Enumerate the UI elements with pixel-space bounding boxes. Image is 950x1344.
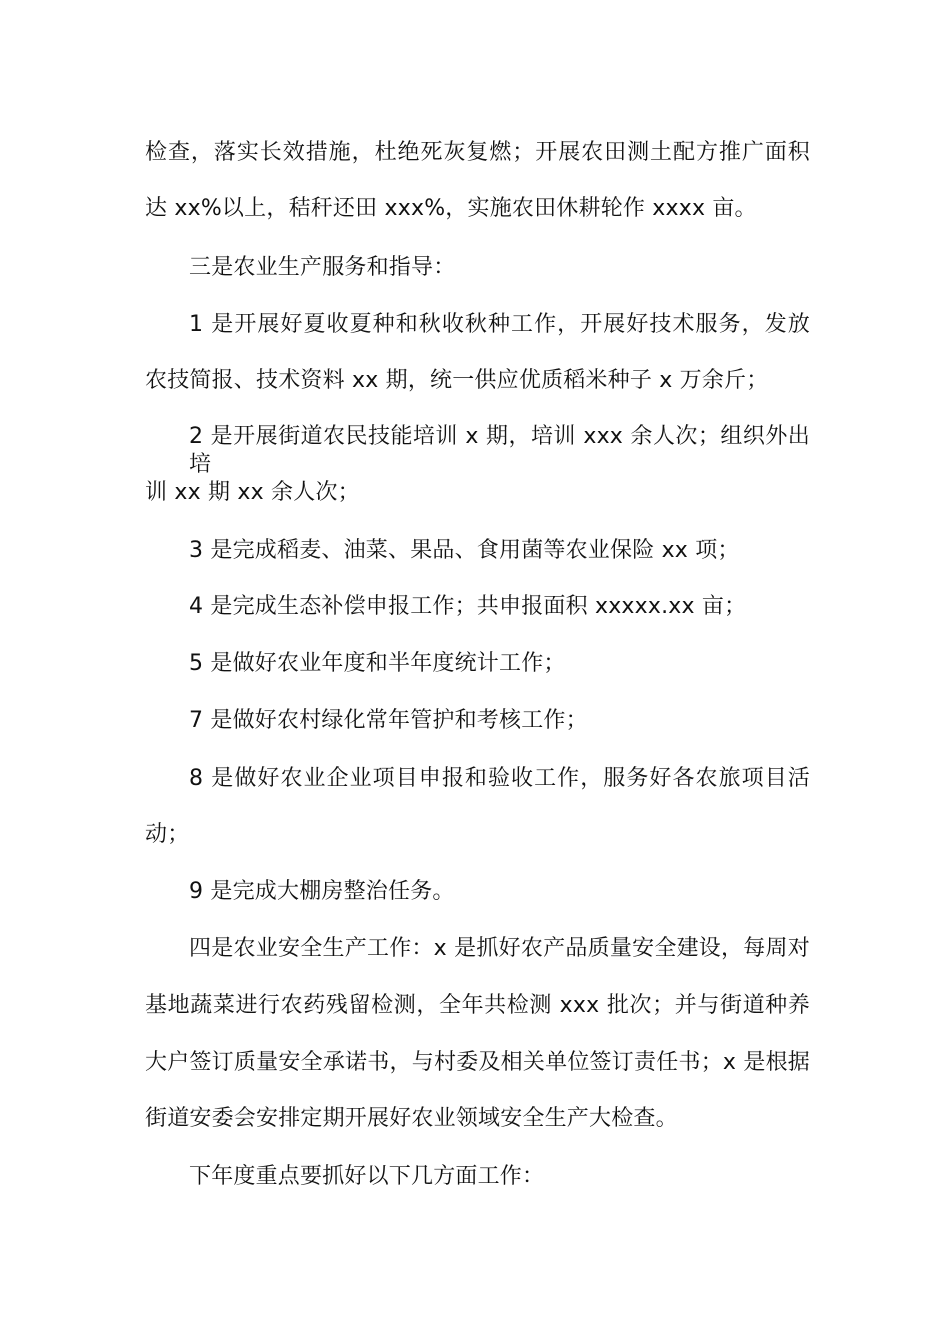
- text-line-5: 农技简报、技术资料 xx 期，统一供应优质稻米种子 x 万余斤；: [145, 368, 769, 393]
- text-line-8: 3 是完成稻麦、油菜、果品、食用菌等农业保险 xx 项；: [189, 538, 740, 563]
- text-line-4: 1 是开展好夏收夏种和秋收秋种工作，开展好技术服务，发放: [189, 312, 810, 337]
- text-line-1: 检查，落实长效措施，杜绝死灰复燃；开展农田测土配方推广面积: [145, 140, 810, 165]
- text-line-6: 2 是开展街道农民技能培训 x 期，培训 xxx 余人次；组织外出培: [189, 424, 810, 477]
- text-line-11: 7 是做好农村绿化常年管护和考核工作；: [189, 708, 588, 733]
- text-line-2: 达 xx%以上，秸秆还田 xxx%，实施农田休耕轮作 xxxx 亩。: [145, 196, 757, 221]
- text-line-13: 动；: [145, 822, 190, 847]
- text-line-14: 9 是完成大棚房整治任务。: [189, 879, 455, 904]
- text-line-17: 大户签订质量安全承诺书，与村委及相关单位签订责任书；x 是根据: [145, 1050, 810, 1075]
- text-line-12: 8 是做好农业企业项目申报和验收工作，服务好各农旅项目活: [189, 766, 810, 791]
- text-line-9: 4 是完成生态补偿申报工作；共申报面积 xxxxx.xx 亩；: [189, 594, 747, 619]
- text-line-18: 街道安委会安排定期开展好农业领域安全生产大检查。: [145, 1106, 678, 1131]
- text-line-15: 四是农业安全生产工作：x 是抓好农产品质量安全建设，每周对: [189, 936, 810, 961]
- text-line-3: 三是农业生产服务和指导：: [189, 255, 456, 280]
- text-line-10: 5 是做好农业年度和半年度统计工作；: [189, 651, 566, 676]
- text-line-16: 基地蔬菜进行农药残留检测，全年共检测 xxx 批次；并与街道种养: [145, 993, 810, 1018]
- text-line-7: 训 xx 期 xx 余人次；: [145, 480, 360, 505]
- text-line-19: 下年度重点要抓好以下几方面工作：: [189, 1164, 545, 1189]
